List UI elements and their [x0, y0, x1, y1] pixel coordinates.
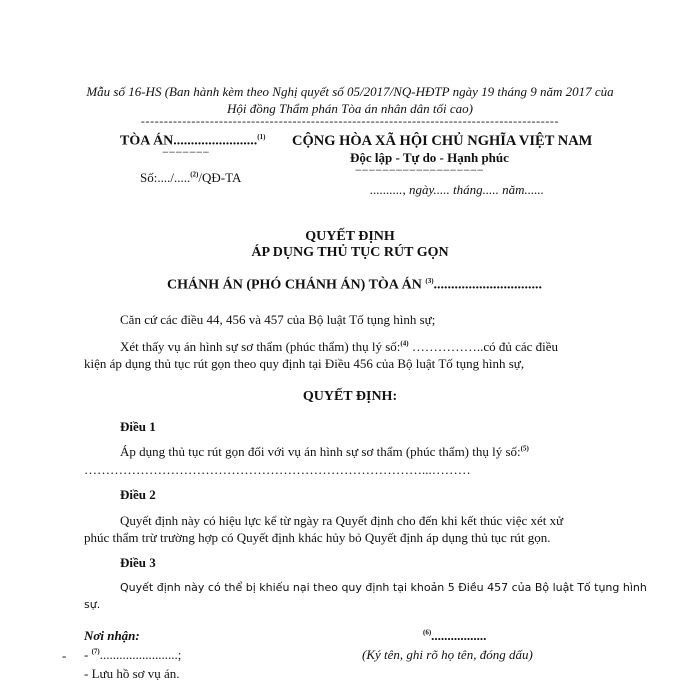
document-title: QUYẾT ĐỊNH	[305, 229, 395, 244]
article-3-heading: Điều 3	[120, 555, 156, 570]
consideration-line2: kiện áp dụng thủ tục rút gọn theo quy định tại Điều 456 của Bộ luật Tố tụng hình sự,	[84, 356, 525, 371]
recipient-note-ref: (7)	[91, 647, 100, 656]
date-line: .........., ngày..... tháng..... năm......	[370, 182, 545, 197]
issuer-note-ref: (3)	[425, 277, 434, 285]
form-header-note-line1: Mẫu số 16-HS (Ban hành kèm theo Nghị quyết số 05/2017/NQ-HĐTP ngày 19 tháng 9 năm 2017 của	[86, 84, 614, 99]
recipients-margin-dash: -	[62, 648, 67, 663]
article-3-line1: Quyết định này có thể bị khiếu nại theo quy định tại khoản 5 Điều 457 của Bộ luật Tố tụng hình	[120, 581, 647, 594]
decision-heading: QUYẾT ĐỊNH:	[302, 389, 398, 404]
recipient-item-2: - Lưu hồ sơ vụ án.	[84, 666, 180, 681]
document-subtitle: ÁP DỤNG THỦ TỤC RÚT GỌN	[251, 245, 449, 260]
signature-instruction: (Ký tên, ghi rõ họ tên, đóng dấu)	[362, 647, 533, 662]
legal-basis: Căn cứ các điều 44, 456 và 457 của Bộ luật Tố tụng hình sự;	[120, 312, 436, 327]
form-header-note-line2: Hội đồng Thẩm phán Tòa án nhân dân tối cao)	[227, 101, 473, 116]
article-1-line1: Áp dụng thủ tục rút gọn đối với vụ án hình sự sơ thẩm (phúc thẩm) thụ lý số:$^{(5)}$	[120, 444, 529, 459]
article-1-line2: ……………………………………………………………………...………	[84, 462, 471, 477]
court-note-ref: (1)	[257, 133, 266, 141]
signature-note-ref: (6)	[423, 628, 432, 637]
header-separator: -------------------------------------------------------------------------------------------	[140, 114, 560, 128]
motto-underline: −−−−−−−−−−−−−−−−−−−	[355, 163, 484, 177]
number-note-ref: (2)	[190, 170, 199, 179]
issuer-line: CHÁNH ÁN (PHÓ CHÁNH ÁN) TÒA ÁN $^{(3)}$...............................	[167, 277, 543, 293]
decision-number: Số:..../.....$^{(2)}$/QĐ-TA	[140, 170, 242, 185]
signature-title: $^{(6)}$.................	[423, 628, 487, 643]
court-name: TÒA ÁN........................$^{(1)}$	[120, 133, 266, 149]
article-1-heading: Điều 1	[120, 419, 156, 434]
consideration-line1: Xét thấy vụ án hình sự sơ thẩm (phúc thẩm) thụ lý số:$^{(4)}$ ……………..có đủ các điều	[120, 339, 559, 354]
article-2-heading: Điều 2	[120, 487, 156, 502]
article-3-line2: sự.	[84, 598, 101, 611]
consider-note-ref: (4)	[400, 339, 409, 348]
country-name: CỘNG HÒA XÃ HỘI CHỦ NGHĨA VIỆT NAM	[292, 133, 593, 149]
recipient-item-1: - $^{(7)}$........................;	[84, 647, 182, 662]
court-underline: −−−−−−−	[162, 145, 210, 159]
article-2-line2: phúc thẩm trừ trường hợp có Quyết định khác hủy bỏ Quyết định áp dụng thủ tục rút gọn.	[84, 530, 551, 545]
article-2-line1: Quyết định này có hiệu lực kể từ ngày ra Quyết định cho đến khi kết thúc việc xét xử	[120, 513, 564, 528]
article-1-note-ref: (5)	[520, 444, 529, 453]
recipients-label: Nơi nhận:	[84, 628, 140, 643]
national-motto: Độc lập - Tự do - Hạnh phúc	[350, 150, 509, 165]
